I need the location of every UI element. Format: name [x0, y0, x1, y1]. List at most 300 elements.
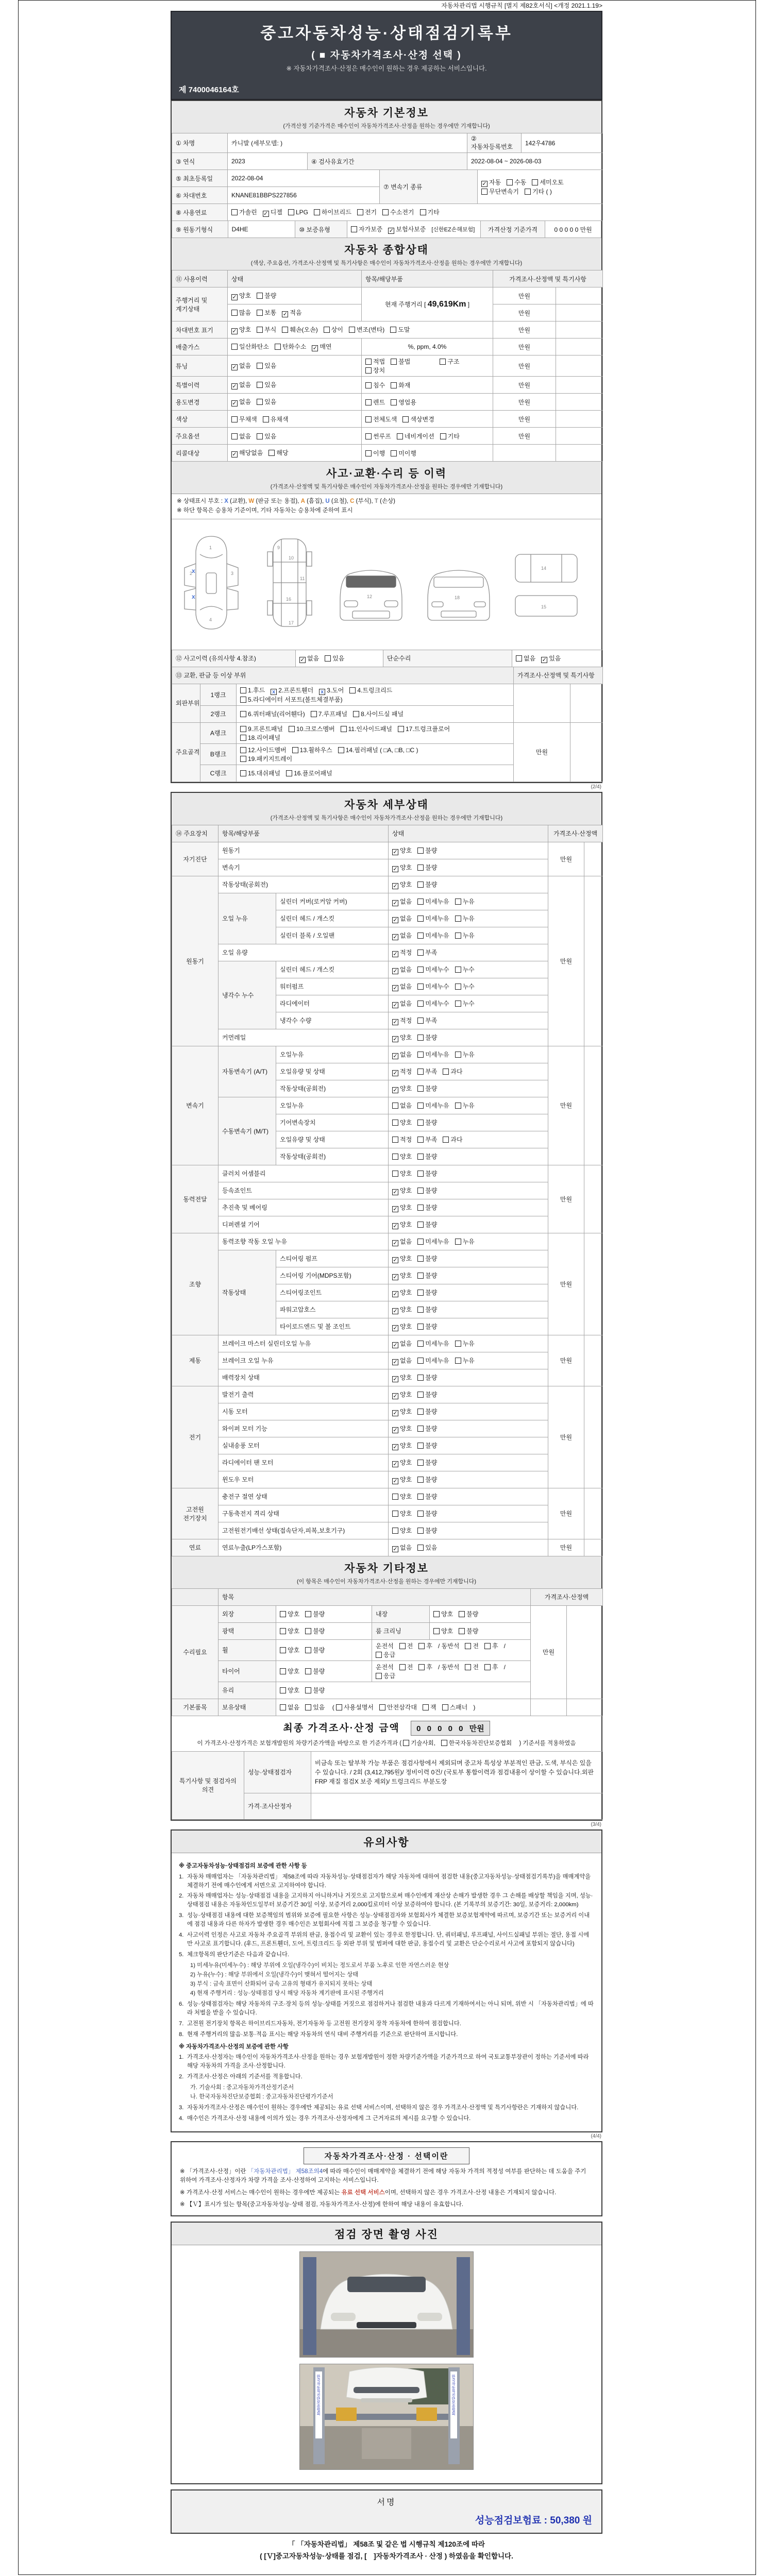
checkbox-icon[interactable]: [417, 1256, 424, 1262]
checkbox-안전삼각대[interactable]: 안전삼각대: [379, 1703, 417, 1711]
checkbox-icon[interactable]: [399, 1643, 406, 1649]
checkbox-icon[interactable]: [455, 1001, 461, 1007]
checkbox-렌트[interactable]: 렌트: [365, 398, 385, 406]
checkbox-전[interactable]: 전: [399, 1663, 413, 1671]
checkbox-미세누유[interactable]: 미세누유: [417, 1050, 449, 1059]
checkbox-icon[interactable]: [417, 1375, 424, 1381]
checkbox-양호[interactable]: ✓ 양호: [392, 863, 412, 872]
checkbox-icon[interactable]: [392, 1103, 398, 1109]
checkbox-7.루프패널[interactable]: 7.루프패널: [311, 709, 347, 718]
checkbox-없음[interactable]: ✓ 없음: [392, 1050, 412, 1059]
checkbox-icon[interactable]: [417, 950, 424, 956]
checkbox-icon[interactable]: [507, 179, 513, 185]
checkbox-icon[interactable]: [392, 1308, 398, 1314]
checkbox-icon[interactable]: [275, 344, 281, 350]
checkbox-icon[interactable]: [257, 293, 263, 299]
checkbox-불량[interactable]: 불량: [417, 1186, 437, 1195]
checkbox-icon[interactable]: [417, 1188, 424, 1194]
checkbox-icon[interactable]: [280, 1647, 286, 1653]
checkbox-icon[interactable]: [420, 209, 426, 215]
checkbox-없음[interactable]: ✓ 없음: [299, 654, 319, 663]
checkbox-네비게이션[interactable]: 네비게이션: [397, 432, 434, 440]
checkbox-자가보증[interactable]: 자가보증: [351, 225, 382, 233]
checkbox-icon[interactable]: [263, 211, 269, 217]
checkbox-icon[interactable]: [257, 327, 263, 333]
checkbox-icon[interactable]: [392, 1240, 398, 1246]
checkbox-icon[interactable]: [257, 399, 263, 405]
checkbox-icon[interactable]: [440, 433, 446, 439]
checkbox-icon[interactable]: [392, 985, 398, 991]
checkbox-icon[interactable]: [341, 726, 347, 732]
checkbox-icon[interactable]: [391, 399, 397, 405]
checkbox-icon[interactable]: [280, 1687, 286, 1693]
checkbox-없음[interactable]: ✓ 없음: [231, 380, 251, 389]
checkbox-없음[interactable]: ✓ 없음: [231, 397, 251, 406]
checkbox-썬루프[interactable]: 썬루프: [365, 432, 391, 440]
checkbox-6.쿼터패널(리어휀다)[interactable]: 6.쿼터패널(리어휀다): [240, 709, 305, 718]
checkbox-양호[interactable]: ✓ 양호: [392, 1186, 412, 1195]
checkbox-icon[interactable]: [392, 1206, 398, 1212]
checkbox-불량[interactable]: 불량: [417, 1475, 437, 1484]
checkbox-icon[interactable]: [455, 899, 461, 905]
checkbox-icon[interactable]: [305, 1611, 311, 1617]
checkbox-icon[interactable]: [465, 1643, 471, 1649]
checkbox-icon[interactable]: [417, 1511, 424, 1517]
checkbox-양호[interactable]: 양호: [280, 1667, 299, 1675]
checkbox-icon[interactable]: [282, 311, 288, 317]
checkbox-icon[interactable]: [417, 848, 424, 854]
checkbox-양호[interactable]: ✓ 양호: [392, 1373, 412, 1382]
checkbox-icon[interactable]: [392, 1137, 398, 1143]
checkbox-icon[interactable]: [443, 1137, 449, 1143]
checkbox-불량[interactable]: 불량: [459, 1609, 478, 1618]
checkbox-icon[interactable]: [392, 1291, 398, 1297]
checkbox-icon[interactable]: [392, 1223, 398, 1229]
checkbox-없음[interactable]: ✓ 없음: [392, 931, 412, 940]
checkbox-19.패키지트레이[interactable]: 19.패키지트레이: [240, 754, 292, 763]
checkbox-icon[interactable]: [231, 433, 238, 439]
checkbox-icon[interactable]: [417, 1239, 424, 1245]
checkbox-불량[interactable]: 불량: [417, 1033, 437, 1042]
checkbox-icon[interactable]: [319, 689, 325, 695]
checkbox-icon[interactable]: [402, 416, 409, 422]
checkbox-icon[interactable]: [240, 687, 246, 693]
checkbox-icon[interactable]: [365, 416, 372, 422]
checkbox-icon[interactable]: [240, 770, 246, 776]
checkbox-icon[interactable]: [392, 934, 398, 940]
checkbox-icon[interactable]: [351, 226, 357, 232]
checkbox-불량[interactable]: 불량: [417, 1509, 437, 1518]
checkbox-icon[interactable]: [417, 967, 424, 973]
checkbox-불량[interactable]: 불량: [417, 1458, 437, 1467]
checkbox-icon[interactable]: [440, 359, 446, 365]
checkbox-적음[interactable]: ✓ 적음: [282, 308, 301, 317]
checkbox-icon[interactable]: [365, 399, 372, 405]
checkbox-icon[interactable]: [455, 1239, 461, 1245]
checkbox-유채색[interactable]: 유채색: [263, 415, 289, 423]
checkbox-icon[interactable]: [392, 1427, 398, 1433]
checkbox-불량[interactable]: 불량: [417, 1118, 437, 1127]
checkbox-불량[interactable]: 불량: [417, 846, 437, 855]
checkbox-없음[interactable]: 없음: [231, 432, 251, 440]
checkbox-icon[interactable]: [417, 865, 424, 871]
checkbox-매연[interactable]: ✓ 매연: [312, 342, 331, 351]
checkbox-icon[interactable]: [392, 1528, 398, 1534]
checkbox-icon[interactable]: [397, 433, 403, 439]
checkbox-없음[interactable]: ✓ 없음: [392, 1356, 412, 1365]
checkbox-icon[interactable]: [312, 345, 318, 351]
checkbox-3.도어[interactable]: x 3.도어: [319, 686, 344, 695]
checkbox-불법[interactable]: 불법: [391, 357, 410, 366]
checkbox-기타 ( )[interactable]: 기타 ( ): [525, 187, 552, 196]
checkbox-화재[interactable]: 화재: [391, 381, 410, 389]
checkbox-누유[interactable]: 누유: [455, 1050, 475, 1059]
checkbox-누유[interactable]: 누유: [455, 897, 475, 906]
checkbox-icon[interactable]: [455, 984, 461, 990]
checkbox-있음[interactable]: 있음: [325, 654, 344, 663]
checkbox-자동[interactable]: ✓자동: [481, 178, 501, 187]
checkbox-icon[interactable]: [271, 689, 277, 695]
checkbox-후[interactable]: 후: [418, 1641, 432, 1650]
checkbox-하이브리드[interactable]: 하이브리드: [314, 208, 351, 216]
checkbox-icon[interactable]: [392, 1189, 398, 1195]
checkbox-양호[interactable]: ✓ 양호: [392, 1441, 412, 1450]
checkbox-불량[interactable]: 불량: [305, 1626, 325, 1635]
checkbox-없음[interactable]: 없음: [516, 654, 535, 663]
checkbox-icon[interactable]: [379, 1704, 385, 1710]
checkbox-icon[interactable]: [532, 179, 538, 185]
checkbox-icon[interactable]: [455, 1052, 461, 1058]
checkbox-응급[interactable]: 응급: [376, 1650, 395, 1659]
checkbox-불량[interactable]: 불량: [417, 1441, 437, 1450]
checkbox-양호[interactable]: ✓ 양호: [392, 1424, 412, 1433]
checkbox-무단변속기[interactable]: 무단변속기: [481, 187, 519, 196]
checkbox-LPG[interactable]: LPG: [288, 209, 308, 216]
checkbox-있음[interactable]: 있음: [417, 1543, 437, 1552]
checkbox-없음[interactable]: ✓ 없음: [392, 914, 412, 923]
checkbox-icon[interactable]: [231, 383, 238, 389]
checkbox-icon[interactable]: [417, 1426, 424, 1432]
checkbox-양호[interactable]: 양호: [392, 1509, 412, 1518]
checkbox-16.플로어패널[interactable]: 16.플로어패널: [286, 769, 332, 777]
checkbox-icon[interactable]: [286, 770, 292, 776]
checkbox-icon[interactable]: [392, 1494, 398, 1500]
checkbox-icon[interactable]: [231, 294, 238, 300]
checkbox-icon[interactable]: [392, 1410, 398, 1416]
checkbox-icon[interactable]: [280, 1628, 286, 1634]
checkbox-icon[interactable]: [392, 968, 398, 974]
checkbox-icon[interactable]: [392, 951, 398, 957]
checkbox-있음[interactable]: 있음: [257, 432, 276, 440]
checkbox-12.사이드멤버[interactable]: 12.사이드멤버: [240, 745, 287, 754]
checkbox-icon[interactable]: [417, 1120, 424, 1126]
checkbox-icon[interactable]: [263, 416, 269, 422]
checkbox-icon[interactable]: [484, 1643, 491, 1649]
checkbox-icon[interactable]: [465, 1664, 471, 1670]
checkbox-도말[interactable]: 도말: [390, 325, 410, 334]
checkbox-전[interactable]: 전: [465, 1641, 479, 1650]
checkbox-없음[interactable]: ✓ 없음: [392, 1237, 412, 1246]
checkbox-icon[interactable]: [392, 1019, 398, 1025]
checkbox-과다[interactable]: 과다: [443, 1135, 462, 1144]
checkbox-icon[interactable]: [417, 933, 424, 939]
checkbox-양호[interactable]: ✓ 양호: [392, 1203, 412, 1212]
checkbox-적정[interactable]: ✓ 적정: [392, 948, 412, 957]
checkbox-icon[interactable]: [417, 1307, 424, 1313]
checkbox-불량[interactable]: 불량: [417, 1407, 437, 1416]
checkbox-1.후드[interactable]: 1.후드: [240, 686, 265, 694]
checkbox-icon[interactable]: [240, 756, 246, 762]
checkbox-icon[interactable]: [481, 181, 488, 187]
checkbox-icon[interactable]: [459, 1611, 465, 1617]
checkbox-불량[interactable]: 불량: [417, 1220, 437, 1229]
checkbox-icon[interactable]: [392, 1393, 398, 1399]
checkbox-icon[interactable]: [376, 1652, 382, 1658]
checkbox-누유[interactable]: 누유: [455, 1339, 475, 1348]
checkbox-불량[interactable]: 불량: [417, 1492, 437, 1501]
checkbox-icon[interactable]: [417, 1545, 424, 1551]
checkbox-부족[interactable]: 부족: [417, 948, 437, 957]
checkbox-icon[interactable]: [441, 1740, 447, 1746]
checkbox-icon[interactable]: [325, 655, 331, 662]
checkbox-icon[interactable]: [280, 1611, 286, 1617]
checkbox-미세누유[interactable]: 미세누유: [417, 1356, 449, 1365]
checkbox-미세누수[interactable]: 미세누수: [417, 982, 449, 991]
checkbox-불량[interactable]: 불량: [417, 863, 437, 872]
checkbox-icon[interactable]: [392, 1120, 398, 1126]
checkbox-icon[interactable]: [240, 726, 246, 732]
checkbox-없음[interactable]: ✓ 없음: [392, 965, 412, 974]
checkbox-icon[interactable]: [403, 1740, 409, 1746]
checkbox-icon[interactable]: [390, 327, 396, 333]
checkbox-icon[interactable]: [399, 1664, 406, 1670]
checkbox-불량[interactable]: 불량: [417, 880, 437, 889]
checkbox-icon[interactable]: [282, 327, 288, 333]
checkbox-일산화탄소[interactable]: 일산화탄소: [231, 342, 269, 351]
checkbox-많음[interactable]: 많음: [231, 308, 251, 317]
checkbox-icon[interactable]: [481, 189, 488, 195]
checkbox-icon[interactable]: [299, 657, 306, 663]
checkbox-보험사보증[interactable]: ✓ 보험사보증: [388, 225, 426, 234]
checkbox-icon[interactable]: [231, 310, 238, 316]
checkbox-적법[interactable]: 적법: [365, 357, 385, 366]
checkbox-icon[interactable]: [365, 450, 372, 456]
checkbox-없음[interactable]: ✓ 없음: [392, 897, 412, 906]
checkbox-icon[interactable]: [455, 1103, 461, 1109]
checkbox-icon[interactable]: [231, 451, 238, 457]
checkbox-icon[interactable]: [349, 327, 355, 333]
checkbox-누유[interactable]: 누유: [455, 1356, 475, 1365]
checkbox-양호[interactable]: ✓ 양호: [392, 1458, 412, 1467]
checkbox-상이[interactable]: 상이: [324, 325, 343, 334]
checkbox-미세누유[interactable]: 미세누유: [417, 1237, 449, 1246]
checkbox-없음[interactable]: ✓ 없음: [392, 1339, 412, 1348]
checkbox-후[interactable]: 후: [484, 1663, 498, 1671]
checkbox-미세누수[interactable]: 미세누수: [417, 999, 449, 1008]
checkbox-양호[interactable]: ✓ 양호: [392, 846, 412, 855]
checkbox-불량[interactable]: 불량: [417, 1526, 437, 1535]
checkbox-양호[interactable]: ✓ 양호: [392, 1475, 412, 1484]
checkbox-기술사회,[interactable]: 기술사회,: [403, 1739, 435, 1747]
checkbox-icon[interactable]: [392, 849, 398, 855]
checkbox-전체도색[interactable]: 전체도색: [365, 415, 397, 423]
checkbox-양호[interactable]: ✓ 양호: [392, 1390, 412, 1399]
checkbox-불량[interactable]: 불량: [417, 1288, 437, 1297]
checkbox-icon[interactable]: [417, 1137, 424, 1143]
checkbox-icon[interactable]: [314, 209, 320, 215]
checkbox-누수[interactable]: 누수: [455, 999, 475, 1008]
checkbox-기타[interactable]: 기타: [440, 432, 460, 440]
checkbox-icon[interactable]: [231, 209, 238, 215]
checkbox-icon[interactable]: [392, 1070, 398, 1076]
checkbox-icon[interactable]: [305, 1668, 311, 1674]
checkbox-불량[interactable]: 불량: [417, 1271, 437, 1280]
checkbox-icon[interactable]: [391, 359, 397, 365]
checkbox-icon[interactable]: [417, 1222, 424, 1228]
checkbox-양호[interactable]: 양호: [392, 1526, 412, 1535]
checkbox-icon[interactable]: [417, 1528, 424, 1534]
checkbox-전[interactable]: 전: [465, 1663, 479, 1671]
checkbox-icon[interactable]: [392, 1478, 398, 1484]
checkbox-17.트렁크플로어[interactable]: 17.트렁크플로어: [398, 724, 450, 733]
checkbox-icon[interactable]: [392, 1325, 398, 1331]
checkbox-icon[interactable]: [417, 1069, 424, 1075]
checkbox-icon[interactable]: [353, 711, 359, 717]
checkbox-영업용[interactable]: 영업용: [391, 398, 416, 406]
checkbox-icon[interactable]: [240, 711, 246, 717]
checkbox-icon[interactable]: [455, 967, 461, 973]
checkbox-불량[interactable]: 불량: [417, 1152, 437, 1161]
checkbox-icon[interactable]: [417, 1341, 424, 1347]
checkbox-2.프론트휀더[interactable]: x 2.프론트휀더: [271, 686, 313, 695]
checkbox-수소전기[interactable]: 수소전기: [382, 208, 414, 216]
checkbox-icon[interactable]: [376, 1673, 382, 1679]
checkbox-icon[interactable]: [240, 747, 246, 753]
checkbox-icon[interactable]: [392, 883, 398, 889]
checkbox-icon[interactable]: [311, 711, 317, 717]
checkbox-부족[interactable]: 부족: [417, 1067, 437, 1076]
checkbox-불량[interactable]: 불량: [459, 1626, 478, 1635]
checkbox-icon[interactable]: [455, 916, 461, 922]
checkbox-icon[interactable]: [349, 687, 356, 693]
checkbox-icon[interactable]: [392, 1036, 398, 1042]
checkbox-불량[interactable]: 불량: [417, 1322, 437, 1331]
checkbox-icon[interactable]: [417, 1035, 424, 1041]
checkbox-있음[interactable]: 있음: [257, 397, 276, 406]
checkbox-불량[interactable]: 불량: [417, 1424, 437, 1433]
checkbox-양호[interactable]: 양호: [392, 1492, 412, 1501]
checkbox-양호[interactable]: ✓양호: [231, 291, 251, 300]
checkbox-icon[interactable]: [288, 209, 294, 215]
checkbox-icon[interactable]: [392, 1257, 398, 1263]
checkbox-icon[interactable]: [392, 1444, 398, 1450]
checkbox-icon[interactable]: [417, 1477, 424, 1483]
checkbox-14.필러패널 ( □A, □B, □C )[interactable]: 14.필러패널 ( □A, □B, □C ): [338, 745, 418, 754]
checkbox-양호[interactable]: 양호: [392, 1118, 412, 1127]
checkbox-탄화수소[interactable]: 탄화수소: [275, 342, 306, 351]
checkbox-누유[interactable]: 누유: [455, 931, 475, 940]
checkbox-양호[interactable]: ✓ 양호: [392, 1322, 412, 1331]
checkbox-icon[interactable]: [455, 1341, 461, 1347]
checkbox-icon[interactable]: [442, 1704, 448, 1710]
checkbox-누수[interactable]: 누수: [455, 982, 475, 991]
checkbox-불량[interactable]: 불량: [417, 1203, 437, 1212]
checkbox-icon[interactable]: [417, 1018, 424, 1024]
checkbox-icon[interactable]: [231, 400, 238, 406]
checkbox-불량[interactable]: 불량: [305, 1646, 325, 1654]
checkbox-icon[interactable]: [392, 1274, 398, 1280]
checkbox-미세누유[interactable]: 미세누유: [417, 914, 449, 923]
checkbox-기타[interactable]: 기타: [420, 208, 440, 216]
checkbox-세미오토[interactable]: 세미오토: [532, 178, 563, 187]
checkbox-해당없음[interactable]: ✓ 해당없음: [231, 448, 263, 457]
checkbox-4.트렁크리드[interactable]: 4.트렁크리드: [349, 686, 392, 694]
checkbox-icon[interactable]: [392, 1511, 398, 1517]
checkbox-있음[interactable]: 있음: [257, 361, 276, 370]
checkbox-불량[interactable]: 불량: [417, 1390, 437, 1399]
checkbox-누수[interactable]: 누수: [455, 965, 475, 974]
checkbox-icon[interactable]: [231, 344, 238, 350]
checkbox-icon[interactable]: [455, 1358, 461, 1364]
checkbox-불량[interactable]: 불량: [305, 1609, 325, 1618]
checkbox-icon[interactable]: [525, 189, 531, 195]
checkbox-icon[interactable]: [417, 899, 424, 905]
checkbox-icon[interactable]: [382, 209, 389, 215]
checkbox-부식[interactable]: 부식: [257, 325, 276, 334]
checkbox-불량[interactable]: 불량: [417, 1169, 437, 1178]
checkbox-미세누유[interactable]: 미세누유: [417, 1101, 449, 1110]
checkbox-icon[interactable]: [417, 1392, 424, 1398]
checkbox-icon[interactable]: [305, 1704, 311, 1710]
checkbox-icon[interactable]: [280, 1704, 286, 1710]
checkbox-icon[interactable]: [433, 1611, 440, 1617]
checkbox-색상변경[interactable]: 색상변경: [402, 415, 434, 423]
checkbox-전[interactable]: 전: [399, 1641, 413, 1650]
checkbox-사용설명서[interactable]: 사용설명서: [336, 1703, 374, 1711]
checkbox-icon[interactable]: [257, 382, 263, 388]
checkbox-미세누유[interactable]: 미세누유: [417, 1339, 449, 1348]
checkbox-불량[interactable]: 불량: [417, 1373, 437, 1382]
checkbox-불량[interactable]: 불량: [417, 1084, 437, 1093]
checkbox-없음[interactable]: ✓ 없음: [392, 999, 412, 1008]
checkbox-icon[interactable]: [417, 984, 424, 990]
checkbox-후[interactable]: 후: [418, 1663, 432, 1671]
checkbox-불량[interactable]: 불량: [417, 1305, 437, 1314]
checkbox-icon[interactable]: [357, 209, 363, 215]
checkbox-양호[interactable]: ✓ 양호: [392, 1220, 412, 1229]
checkbox-양호[interactable]: ✓ 양호: [392, 1288, 412, 1297]
checkbox-icon[interactable]: [423, 1704, 429, 1710]
checkbox-양호[interactable]: 양호: [280, 1626, 299, 1635]
checkbox-누유[interactable]: 누유: [455, 1101, 475, 1110]
checkbox-icon[interactable]: [391, 450, 397, 456]
checkbox-5.라디에이터 서포트(볼트체결부품)[interactable]: 5.라디에이터 서포트(볼트체결부품): [240, 695, 343, 704]
checkbox-icon[interactable]: [336, 1704, 342, 1710]
checkbox-icon[interactable]: [417, 1086, 424, 1092]
checkbox-icon[interactable]: [417, 1001, 424, 1007]
checkbox-icon[interactable]: [392, 1376, 398, 1382]
checkbox-수동[interactable]: 수동: [507, 178, 526, 187]
checkbox-icon[interactable]: [417, 1460, 424, 1466]
checkbox-icon[interactable]: [365, 359, 372, 365]
checkbox-양호[interactable]: ✓ 양호: [231, 325, 251, 334]
checkbox-icon[interactable]: [289, 726, 295, 732]
checkbox-변조(변타)[interactable]: 변조(변타): [349, 325, 384, 334]
checkbox-icon[interactable]: [418, 1664, 425, 1670]
checkbox-불량[interactable]: 불량: [305, 1686, 325, 1694]
checkbox-icon[interactable]: [324, 327, 330, 333]
checkbox-icon[interactable]: [398, 726, 404, 732]
